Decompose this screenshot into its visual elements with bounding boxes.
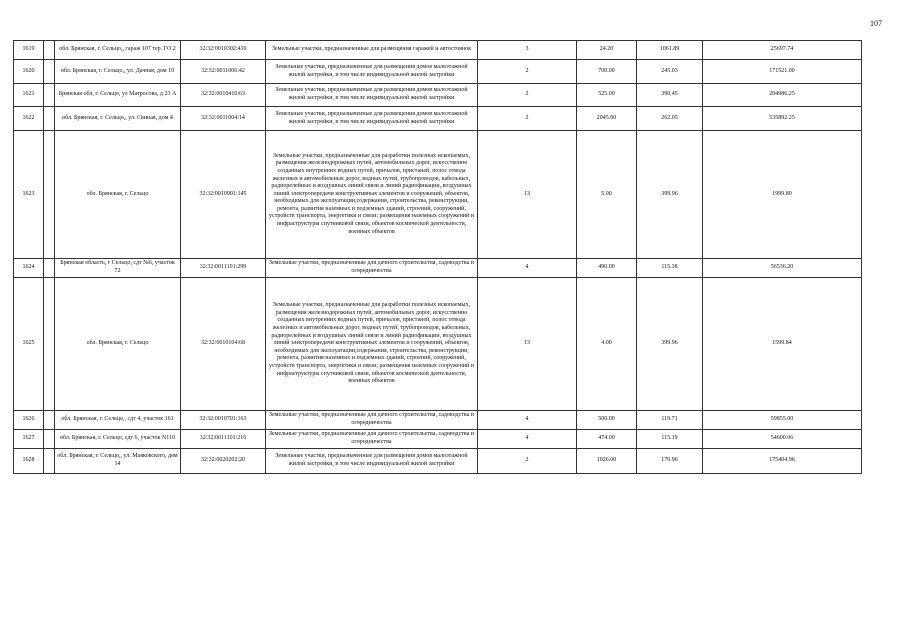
area-cell: 1026.00	[577, 449, 637, 474]
spacer-cell	[44, 411, 55, 430]
table-row	[14, 411, 862, 430]
row-number-cell: 1626	[14, 411, 44, 430]
land-use-cell: Земельные участки, предназначенные для размещения домов малоэтажной жилой застройки, в том числе индивидуальной жилой застройки	[266, 60, 478, 84]
cadastral-number-cell: 32:32:0011006:42	[181, 60, 266, 84]
spacer-cell	[44, 449, 55, 474]
land-use-cell: Земельные участки, предназначенные для разработки полезных ископаемых, размещения железнодорожных путей, автомобильных дорог, искусственно созданных внутренних водных путей, причалов, пристаней, полос отвода железных и автомобильных дорог, водных путей, трубопроводов, кабельных, радиорелейных и воздушных линий связи и линий радиофикации, воздушных линий электропередачи конструктивных элементов и сооружений, объектов, необходимых для эксплуатации,содержания, строительства, реконструкции, ремонта, развития наземных и подземных зданий, строений, сооружений, устройств транспорта, энергетики и связи; размещения наземных сооружений и инфраструктуры спутниковой связи, объектов космической деятельности, военных объектов	[266, 278, 478, 411]
table-row	[14, 430, 862, 449]
specific-value-cell: 170.96	[637, 449, 703, 474]
area-cell: 490.00	[577, 259, 637, 278]
row-number-cell: 1622	[14, 107, 44, 131]
address-cell: обл. Брянская, г. Сельцо, сдт 6, участок N110	[55, 430, 181, 449]
table-row	[14, 131, 862, 259]
table-row	[14, 107, 862, 131]
land-registry-table	[13, 40, 862, 474]
row-number-cell: 1625	[14, 278, 44, 411]
area-cell: 500.00	[577, 411, 637, 430]
row-number-cell: 1623	[14, 131, 44, 259]
cadastral-value-cell: 59855.00	[703, 411, 862, 430]
use-group-cell: 4	[478, 411, 577, 430]
address-cell: Брянская область, г Сельцо, сдт №6, участок 72	[55, 259, 181, 278]
cadastral-number-cell: 32:32:0011004:14	[181, 107, 266, 131]
use-group-cell: 2	[478, 449, 577, 474]
specific-value-cell: 262.05	[637, 107, 703, 131]
area-cell: 2045.00	[577, 107, 637, 131]
land-use-cell: Земельные участки, предназначенные для дачного строительства, садоводства и огородничества	[266, 411, 478, 430]
use-group-cell: 4	[478, 259, 577, 278]
land-use-cell: Земельные участки, предназначенные для дачного строительства, садоводства и огородничества	[266, 259, 478, 278]
use-group-cell: 3	[478, 41, 577, 60]
cadastral-value-cell: 56536.20	[703, 259, 862, 278]
cadastral-value-cell: 1599.84	[703, 278, 862, 411]
cadastral-number-cell: 32:32:0010701:163	[181, 411, 266, 430]
row-number-cell: 1621	[14, 84, 44, 107]
specific-value-cell: 390.45	[637, 84, 703, 107]
land-use-cell: Земельные участки, предназначенные для размещения домов малоэтажной жилой застройки, в том числе индивидуальной жилой застройки	[266, 449, 478, 474]
land-use-cell: Земельные участки, предназначенные для разработки полезных ископаемых, размещения железнодорожных путей, автомобильных дорог, искусственно созданных внутренних водных путей, причалов, пристаней, полос отвода железных и автомобильных дорог, водных путей, трубопроводов, кабельных, радиорелейных и воздушных линий связи и линий радиофикации, воздушных линий электропередачи конструктивных элементов и сооружений, объектов, необходимых для эксплуатации,содержания, строительства, реконструкции, ремонта, развития наземных и подземных зданий, строений, сооружений, устройств транспорта, энергетики и связи; размещения наземных сооружений и инфраструктуры спутниковой связи, объектов космической деятельности, военных объектов	[266, 131, 478, 259]
cadastral-number-cell: 32:32:0010104:68	[181, 278, 266, 411]
cadastral-value-cell: 171521.00	[703, 60, 862, 84]
use-group-cell: 13	[478, 278, 577, 411]
spacer-cell	[44, 131, 55, 259]
spacer-cell	[44, 107, 55, 131]
row-number-cell: 1628	[14, 449, 44, 474]
cadastral-number-cell: 32:32:0010410:63	[181, 84, 266, 107]
address-cell: обл. Брянская, г. Сельцо,, гараж 107 тер. ГО 2	[55, 41, 181, 60]
table-row	[14, 84, 862, 107]
area-cell: 700.00	[577, 60, 637, 84]
address-cell: обл. Брянская, г. Сельцо,, сдт 4, участок 161	[55, 411, 181, 430]
address-cell: обл. Брянская, г. Сельцо	[55, 131, 181, 259]
use-group-cell: 4	[478, 430, 577, 449]
cadastral-number-cell: 32:32:0011101:299	[181, 259, 266, 278]
cadastral-number-cell: 32:32:0010302:410	[181, 41, 266, 60]
table-row	[14, 449, 862, 474]
cadastral-number-cell: 32:32:0010901:145	[181, 131, 266, 259]
use-group-cell: 13	[478, 131, 577, 259]
use-group-cell: 2	[478, 84, 577, 107]
address-cell: обл. Брянская, г. Сельцо	[55, 278, 181, 411]
table-row	[14, 60, 862, 84]
area-cell: 24.20	[577, 41, 637, 60]
land-use-cell: Земельные участки, предназначенные для размещения гаражей и автостоянок	[266, 41, 478, 60]
table-row	[14, 259, 862, 278]
row-number-cell: 1619	[14, 41, 44, 60]
cadastral-number-cell: 32:32:0020202:20	[181, 449, 266, 474]
spacer-cell	[44, 278, 55, 411]
cadastral-value-cell: 54600.06	[703, 430, 862, 449]
specific-value-cell: 399.96	[637, 131, 703, 259]
cadastral-value-cell: 204986.25	[703, 84, 862, 107]
address-cell: обл. Брянская, г. Сельцо,, ул. Дачная, дом 10	[55, 60, 181, 84]
address-cell: Брянская обл, г. Сельцо, ул Матросова, д 23 А	[55, 84, 181, 107]
specific-value-cell: 245.03	[637, 60, 703, 84]
address-cell: обл. Брянская, г. Сельцо,, ул. Маяковского, дом 14	[55, 449, 181, 474]
cadastral-value-cell: 535892.25	[703, 107, 862, 131]
spacer-cell	[44, 84, 55, 107]
specific-value-cell: 119.71	[637, 411, 703, 430]
cadastral-value-cell: 25697.74	[703, 41, 862, 60]
table-body	[14, 41, 862, 474]
area-cell: 525.00	[577, 84, 637, 107]
area-cell: 474.00	[577, 430, 637, 449]
spacer-cell	[44, 60, 55, 84]
specific-value-cell: 115.19	[637, 430, 703, 449]
spacer-cell	[44, 41, 55, 60]
specific-value-cell: 399.96	[637, 278, 703, 411]
row-number-cell: 1624	[14, 259, 44, 278]
use-group-cell: 2	[478, 60, 577, 84]
area-cell: 5.00	[577, 131, 637, 259]
table-row	[14, 278, 862, 411]
cadastral-value-cell: 175404.96	[703, 449, 862, 474]
specific-value-cell: 1061.89	[637, 41, 703, 60]
use-group-cell: 2	[478, 107, 577, 131]
specific-value-cell: 115.38	[637, 259, 703, 278]
row-number-cell: 1627	[14, 430, 44, 449]
area-cell: 4.00	[577, 278, 637, 411]
cadastral-value-cell: 1999.80	[703, 131, 862, 259]
spacer-cell	[44, 259, 55, 278]
land-use-cell: Земельные участки, предназначенные для размещения домов малоэтажной жилой застройки, в том числе индивидуальной жилой застройки	[266, 84, 478, 107]
page-number: 107	[870, 19, 882, 28]
address-cell: обл. Брянская, г. Сельцо,, ул. Свиная, дом 4	[55, 107, 181, 131]
land-use-cell: Земельные участки, предназначенные для дачного строительства, садоводства и огородничества	[266, 430, 478, 449]
table-row	[14, 41, 862, 60]
row-number-cell: 1620	[14, 60, 44, 84]
spacer-cell	[44, 430, 55, 449]
land-use-cell: Земельные участки, предназначенные для размещения домов малоэтажной жилой застройки, в том числе индивидуальной жилой застройки	[266, 107, 478, 131]
cadastral-number-cell: 32:32:0011101:216	[181, 430, 266, 449]
